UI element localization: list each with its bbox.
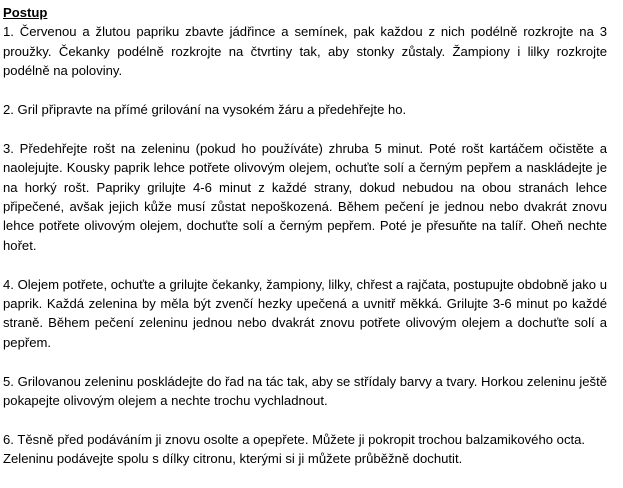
document-title: Postup <box>3 5 48 20</box>
recipe-document <box>3 3 607 488</box>
step-1-text: 1. Červenou a žlutou papriku zbavte jádřince a semínek, pak každou z nich podélně rozkrojte na 3 proužky. Čekanky podélně rozkrojte na čtvrtiny tak, aby stonky zůstaly. Žampiony i lilky rozkrojte podélně na poloviny. <box>3 24 607 79</box>
step-3-text: 3. Předehřejte rošt na zeleninu (pokud ho používáte) zhruba 5 minut. Poté rošt kartáčem očistěte a naolejujte. Kousky paprik lehce potřete olivovým olejem, ochuťte solí a černým pepřem a naskládejte je na horký rošt. Papriky grilujte 4-6 minut z každé strany, dokud nebudou na obou stranách lehce připečené, avšak jejich kůže musí zůstat nepoškozená. Během pečení je jednou nebo dvakrát znovu lehce potřete olivovým olejem, dochuťte solí a černým pepřem. Poté je přesuňte na talíř. Oheň nechte hořet. <box>3 140 607 253</box>
step-6-text: 6. Těsně před podáváním ji znovu osolte a opepřete. Můžete ji pokropit trochou balzamikového octa. Zeleninu podávejte spolu s dílky citronu, kterými si ji můžete průběžně dochutit. <box>3 431 586 467</box>
step-4-text: 4. Olejem potřete, ochuťte a grilujte čekanky, žampiony, lilky, chřest a rajčata, postupujte obdobně jako u paprik. Každá zelenina by měla být zvenčí hezky upečená a uvnitř měkká. Grilujte 3-6 minut po každé straně. Během pečení zeleninu jednou nebo dvakrát znovu potřete olivovým olejem a dochuťte solí a pepřem. <box>3 276 607 350</box>
step-5-text: 5. Grilovanou zeleninu poskládejte do řad na tác tak, aby se střídaly barvy a tvary. Horkou zeleninu ještě pokapejte olivovým olejem a nechte trochu vychladnout. <box>3 373 607 409</box>
step-2-text: 2. Gril připravte na přímé grilování na vysokém žáru a předehřejte ho. <box>3 102 407 118</box>
